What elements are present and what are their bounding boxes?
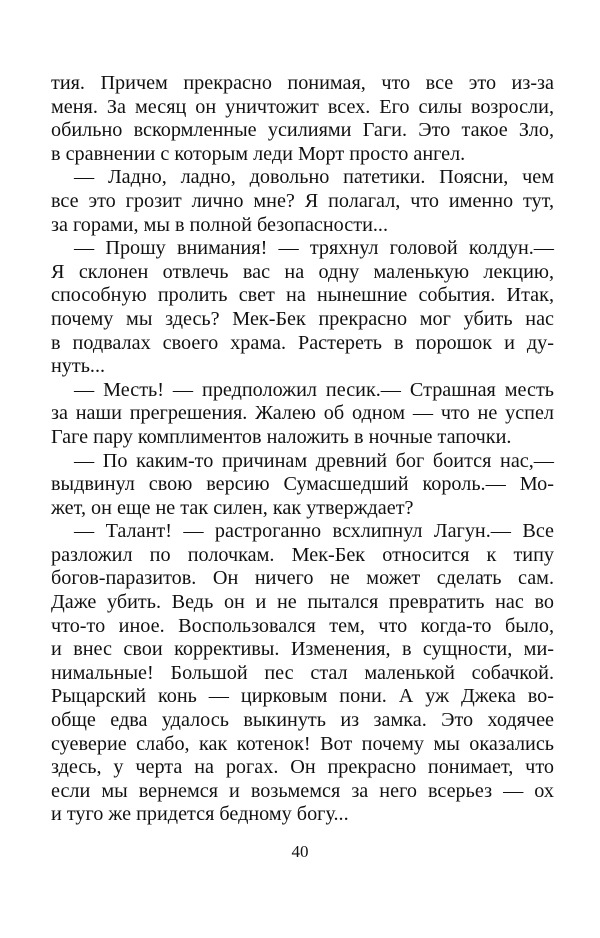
text-line: здесь, у черта на рогах. Он прекрасно понимает, что — [51, 756, 554, 779]
text-line: за горами, мы в полной безопасности... — [51, 213, 389, 236]
text-line: все это грозит лично мне? Я полагал, что именно тут, — [51, 189, 554, 212]
text-line: нимальные! Большой пес стал маленькой собачкой. — [51, 661, 554, 684]
text-line: — Месть! — предположил песик.— Страшная месть — [74, 378, 554, 401]
text-line: меня. За месяц он уничтожит всех. Его силы возросли, — [51, 95, 554, 118]
text-line: — Прошу внимания! — тряхнул головой колдун.— — [74, 237, 554, 260]
text-line: почему мы здесь? Мек-Бек прекрасно мог убить нас — [51, 307, 554, 330]
page-number: 40 — [291, 842, 309, 861]
text-line: в сравнении с которым леди Морт просто ангел. — [51, 142, 466, 165]
text-line: выдвинул свою версию Сумасшедший король.— Мо- — [51, 473, 554, 496]
text-line: обильно вскормленные усилиями Гаги. Это такое Зло, — [51, 119, 554, 142]
text-line: — По каким-то причинам древний бог боится нас,— — [74, 449, 554, 472]
text-line: и внес свои коррективы. Изменения, в сущности, ми- — [51, 638, 554, 661]
text-line: за наши прегрешения. Жалею об одном — что не успел — [51, 402, 554, 425]
text-line: Даже убить. Ведь он и не пытался превратить нас во — [51, 591, 554, 614]
text-line: богов-паразитов. Он ничего не может сделать сам. — [51, 567, 554, 590]
body-text — [51, 72, 554, 827]
text-line: обще едва удалось выкинуть из замка. Это ходячее — [51, 709, 554, 732]
text-line: и туго же придется бедному богу... — [51, 803, 349, 826]
text-line: — Ладно, ладно, довольно патетики. Поясни, чем — [74, 166, 554, 189]
text-line: жет, он еще не так силен, как утверждает? — [51, 496, 414, 519]
text-line: Рыцарский конь — цирковым пони. А уж Джека во- — [51, 685, 554, 708]
text-line: — Талант! — растроганно всхлипнул Лагун.— Все — [74, 520, 554, 543]
text-line: Я склонен отвлечь вас на одну маленькую лекцию, — [51, 260, 554, 283]
text-line: нуть... — [51, 355, 106, 378]
text-line: суеверие слабо, как котенок! Вот почему мы оказались — [51, 732, 554, 755]
text-line: разложил по полочкам. Мек-Бек относится к типу — [51, 543, 554, 566]
text-line: что-то иное. Воспользовался тем, что когда-то было, — [51, 614, 554, 637]
text-line: в подвалах своего храма. Растереть в порошок и ду- — [51, 331, 554, 354]
text-line: способную пролить свет на нынешние события. Итак, — [51, 284, 554, 307]
text-line: Гаге пару комплиментов наложить в ночные тапочки. — [51, 425, 512, 448]
text-line: тия. Причем прекрасно понимая, что все это из-за — [51, 72, 554, 94]
text-line: если мы вернемся и возьмемся за него всерьез — ох — [51, 779, 554, 802]
